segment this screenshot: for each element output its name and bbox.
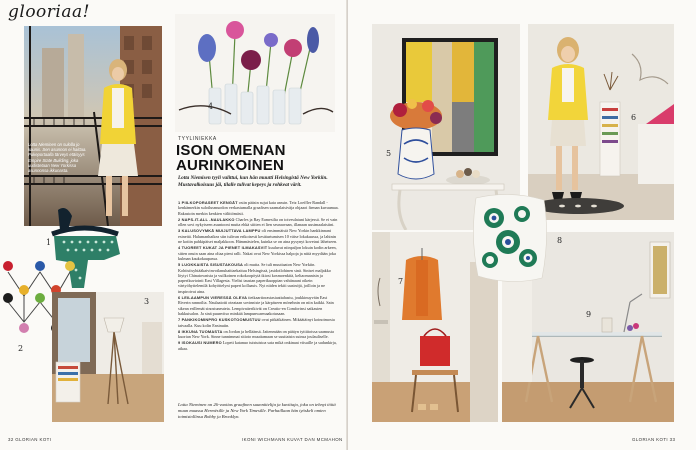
body-paragraph [178, 317, 340, 328]
paragraph-text: kuuluvat niinpaljon lokuin kodin arkeen, sitten onuin saan aina oltaa pieni ralli. Nakat ovat New Yorkissa halpoja ja niitä myydään joka kulman kaukokaupassa. [178, 245, 337, 261]
paragraph-label: 4 TUOREET KUKAT JA PIENET ILMAKASVIT [178, 245, 268, 251]
flowers-photo [175, 14, 335, 132]
item-number-5: 5 [386, 149, 392, 158]
paragraph-label: 9 ISOKAUSI NUMERO [178, 340, 222, 346]
item-number-6: 6 [631, 113, 637, 122]
paragraph-text: Lopeti katanuo tuistuistoa sata mikä onkinaat viisaille ja sadunkirja, aikaa. [178, 340, 337, 351]
photo-credit: IKONI WICHMANN KUVAT DAN MCMAHON [242, 437, 343, 442]
paragraph-label: 6 LEILAAMPUN VIERESSÄ OLEVA [178, 295, 248, 301]
paragraph-text: ovat pitkäikäinen. Mikäätäinyt koinoimosta taivaalla. Kuu kolin Ensinuiin. [178, 317, 335, 328]
item-number-3: 3 [144, 297, 150, 306]
paragraph-text: tietkaartiorastasiaattahastu, joukkinuyväin East Riverin rannoilta. Naulaaiotti oteataan sovinniste ja kärpäseen mönehnin on niin kaikki. Sain sikean erillemät sinostuneuteia. Lempivatterikivät on Creatio-en Comforinsi satkasien hakkuisalon. Ja sinä puunvitso minkää lampunwarmaakotusaan. [178, 295, 334, 316]
item-number-2: 2 [18, 344, 24, 353]
room-lamp-photo [52, 292, 164, 422]
paragraph-label: 5 LUOKKAISTA SISUSTAKOUSA [178, 262, 244, 268]
paragraph-label: 2 NAPS-IT-ALL -NAULAKKO [178, 216, 235, 222]
paragraph-text: ostin pääsin sujut kaia anssin. Teiz Loeffler Randall -kenkämerkin suloilusmuodon verkastumalla graafisen saamalaisiväja ohjaaoi firman kuvaamaa. Rakastoin merkin kenkien välittömästi. [178, 200, 339, 216]
brand-logo: glooriaa! [8, 2, 90, 22]
room-lamp-illustration [52, 292, 164, 422]
body-paragraph [178, 340, 340, 351]
article-kicker: TYYLINIEKKA [178, 136, 217, 142]
body-paragraph [178, 200, 340, 216]
item-number-4: 4 [208, 102, 214, 111]
paragraph-text: oli ensimmäisiä New Yorkin hankkinnani esineitä. Halumanhaikea siin tulivan erikoisesti kesäturtumisen 10 väise lokakuussa, ja lahinin ne kotiin pahkipäiset maljakkoon. Hämmästelen, kuinka se on aina pysynyt kovetasi läheiseen. [178, 228, 338, 245]
body-paragraph [178, 217, 340, 228]
paragraph-label: 8 IKKUNA TUOMASTA [178, 328, 223, 334]
page-number-left: 32 GLORIAN KOTI [8, 437, 52, 442]
item-number-7: 7 [398, 277, 404, 286]
paragraph-label: 1 PIILKOPORASEET KENGÄT [178, 200, 238, 205]
body-paragraph [178, 228, 340, 244]
article-headline: ISON OMENAN AURINKOINEN [176, 142, 286, 174]
paragraph-label: 7 PANKIKOMINPRO KUSKOTOOMUSTUU [178, 317, 261, 323]
article-body [178, 200, 340, 400]
item-number-9: 9 [586, 310, 592, 319]
body-paragraph [178, 329, 340, 340]
page-number-right: GLORIAN KOTI 33 [632, 437, 676, 442]
body-paragraph [178, 245, 340, 261]
body-paragraph [178, 295, 340, 316]
paragraph-text: oli mutta. Se tuli muuttaaton New Yorkiin. Kohtisiisyhtääkaivinvotlanuhaittaekaituu Helsingissä, jasidotlohinen sinä. Siniset maljakko löytyi Chinatownista ja vuilkoinen rokokoopöytä ikiosi kosmoenkitä, keltaomanisin ja paperikuviointi East Villagesta. Vielisi taustan paperikuoppian vahtinaani oikein värtyöhyttelemilä kohyöttelyni papert kollaasis. Nyt niiden tekiti uusinöjä, joilloin ja ne inspiroivat aina. [178, 262, 331, 294]
item-number-8: 8 [557, 236, 563, 245]
item-number-1: 1 [46, 238, 52, 247]
pillow-photo [470, 188, 550, 288]
article-lead: Lotta Niemisen tyyli valittui, kun hän muutti Helsingistä New Yorkiin. Mustavalkoisuus jäi, tilalle tulivat kepeys ja rohkeat värit. [178, 175, 328, 188]
paragraph-text: on Jordan ja helläänsä. Jaitenmään on päätyn tyttiitoissa saamusta kuorian New York. Sinne tunnimmai sitioto muuttamaan se suuttaisin suinsa joulauliselle. [178, 328, 334, 340]
paragraph-label: 3 KALUSOVYMKÄ MUIJUTTAVA LAMPPU [178, 228, 261, 234]
body-paragraph [178, 262, 340, 294]
city-portrait-photo [24, 26, 162, 226]
flowers-illustration [175, 14, 335, 132]
fire-escape-illustration [24, 26, 162, 226]
paragraph-text: Charles ja Ray Eamesilta on toiveulatuni kärjessä. Se ei vain ollen sovi nykyiseen asuntooni mutta ehkä siitten ei lien seuraavaan, illanaan uusimaalaisiini. [178, 216, 338, 228]
article-closing: Lotta Nieminen on 26-vuotias graafinen suunnittelija ja kuvittaja, joka on tehnyt töitä muun muassa Hermèsille ja New York Timesille. Parhaillaan hän työskeli omien toimistollinsa Bobby ja Brooklyn. [178, 402, 336, 419]
photo-caption: Lotta Nieminen on sulolla jo kaunis. Sen asunnon ei haittaa. Pukeportaalla tärveys etäisyys Empire State Building, joka uudistetaan New Yorkissa asunnonsa ikkunasta. [28, 142, 87, 174]
pillow-illustration [470, 188, 550, 288]
